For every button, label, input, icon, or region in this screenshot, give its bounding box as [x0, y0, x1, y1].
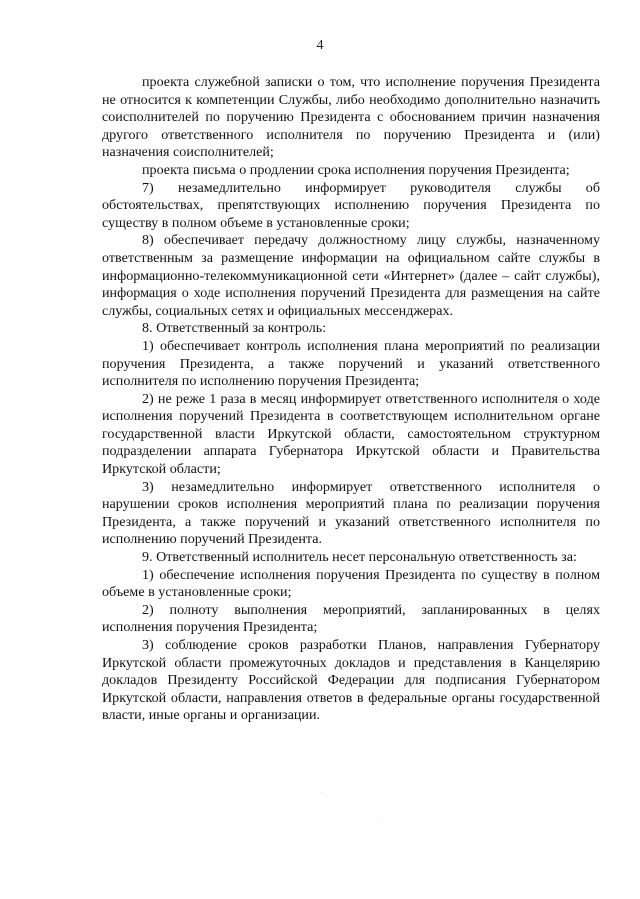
paragraph-control-3: 3) незамедлительно информирует ответственного исполнителя о нарушении сроков исполнения мероприятий плана по реализации поручения Президента, а также поручений и указаний ответственного исполнителя по исполнению поручений Президента.: [102, 478, 600, 548]
scan-speck: [322, 792, 323, 793]
section-heading-8: 8. Ответственный за контроль:: [142, 320, 327, 337]
paragraph-control-2: 2) не реже 1 раза в месяц информирует ответственного исполнителя о ходе исполнения поручений Президента в соответствующем исполнительном органе государственной власти Иркутской области, самостоятельном структурном подразделении аппарата Губернатора Иркутской области и Правительства Иркутской области;: [102, 390, 600, 478]
paragraph-item-7: 7) незамедлительно информирует руководителя службы об обстоятельствах, препятствующих исполнению поручения Президента по существу в полном объеме в установленные сроки;: [102, 179, 600, 231]
paragraph-responsibility-3: 3) соблюдение сроков разработки Планов, направления Губернатору Иркутской области промежуточных докладов и представления в Канцелярию докладов Президенту Российской Федерации для подписания Губернатором Иркутской области, направления ответов в федеральные органы государственной власти, иные органы и организации.: [102, 637, 600, 724]
paragraph-extension-letter: проекта письма о продлении срока исполнения поручения Президента;: [142, 161, 570, 178]
page-number: 4: [316, 38, 324, 53]
scan-speck: [380, 818, 381, 819]
section-heading-9: 9. Ответственный исполнитель несет персональную ответственность за:: [142, 549, 577, 566]
paragraph-responsibility-1: 1) обеспечение исполнения поручения Президента по существу в полном объеме в установленные сроки;: [102, 566, 600, 601]
document-body: [102, 74, 600, 725]
paragraph-memo-draft: проекта служебной записки о том, что исполнение поручения Президента не относится к компетенции Службы, либо необходимо дополнительно назначить соисполнителей по поручению Президента с обоснованием причин назначения другого ответственного исполнителя по поручению Президента и (или) назначения соисполнителей;: [102, 74, 600, 161]
paragraph-control-1: 1) обеспечивает контроль исполнения плана мероприятий по реализации поручения Президента, а также поручений и указаний ответственного исполнителя по исполнению поручения Президента;: [102, 337, 600, 390]
paragraph-item-8-website: 8) обеспечивает передачу должностному лицу службы, назначенному ответственным за размещение информации на официальном сайте службы в информационно-телекоммуникационной сети «Интернет» (далее – сайт службы), информация о ходе исполнения поручений Президента для размещения на сайте службы, социальных сетях и официальных мессенджерах.: [102, 232, 600, 319]
paragraph-responsibility-2: 2) полноту выполнения мероприятий, запланированных в целях исполнения поручения Президента;: [102, 601, 600, 636]
